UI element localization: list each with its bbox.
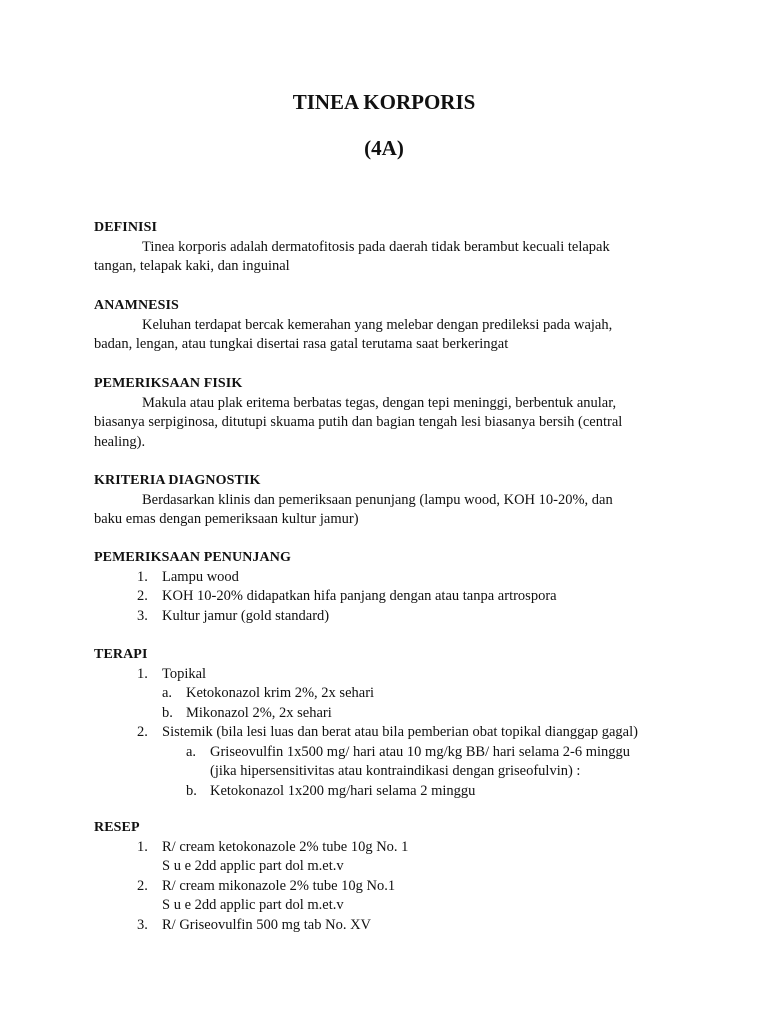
section-heading: PEMERIKSAAN PENUNJANG (94, 550, 291, 565)
list-item (94, 838, 684, 858)
list-number: 2. (137, 877, 148, 894)
list-number: 1. (137, 568, 148, 585)
list-text: (jika hipersensitivitas atau kontraindikasi dengan griseofulvin) : (210, 763, 581, 779)
list-letter: b. (162, 704, 173, 721)
list-item (94, 704, 684, 724)
list-letter: a. (186, 743, 197, 760)
list-number: 3. (137, 607, 148, 624)
list-item (94, 607, 684, 627)
list-number: 3. (137, 916, 148, 933)
list-text: Mikonazol 2%, 2x sehari (186, 704, 332, 721)
list-item-continuation (94, 896, 684, 916)
fisik-line-3: healing). (94, 433, 146, 450)
section-pemeriksaan-fisik (94, 374, 684, 452)
section-anamnesis (94, 296, 684, 355)
list-text: Topikal (162, 665, 207, 682)
list-number: 2. (137, 588, 148, 604)
list-letter: b. (186, 782, 197, 799)
document-subtitle: (4A) (364, 136, 404, 160)
list-text: R/ Griseovulfin 500 mg tab No. XV (162, 916, 372, 933)
list-item (94, 916, 684, 936)
section-heading: KRITERIA DIAGNOSTIK (94, 473, 261, 488)
section-heading: DEFINISI (94, 220, 158, 235)
list-item-continuation (94, 762, 684, 782)
list-item-continuation (94, 857, 684, 877)
list-letter: a. (162, 685, 173, 701)
definisi-line-1: Tinea korporis adalah dermatofitosis pada daerah tidak berambut kecuali telapak (142, 238, 610, 255)
list-text: KOH 10-20% didapatkan hifa panjang dengan atau tanpa artrospora (162, 588, 557, 604)
list-item (94, 665, 684, 685)
section-resep (94, 818, 684, 935)
list-item (94, 684, 684, 704)
list-item (94, 587, 684, 607)
list-item (94, 568, 684, 588)
list-text: Ketokonazol krim 2%, 2x sehari (186, 685, 375, 701)
list-item (94, 877, 684, 897)
list-text: R/ cream ketokonazole 2% tube 10g No. 1 (162, 838, 409, 855)
list-number: 1. (137, 838, 148, 855)
anamnesis-line-1: Keluhan terdapat bercak kemerahan yang melebar dengan predileksi pada wajah, (142, 316, 613, 333)
anamnesis-line-2: badan, lengan, atau tungkai disertai rasa gatal terutama saat berkeringat (94, 336, 509, 352)
signa-text: S u e 2dd applic part dol m.et.v (162, 858, 344, 874)
section-definisi (94, 218, 684, 277)
list-number: 1. (137, 665, 148, 682)
list-item (94, 782, 684, 802)
section-kriteria-diagnostik (94, 471, 684, 530)
list-item (94, 723, 684, 743)
kriteria-line-2: baku emas dengan pemeriksaan kultur jamur) (94, 511, 359, 527)
list-item (94, 743, 684, 763)
list-text: R/ cream mikonazole 2% tube 10g No.1 (162, 877, 396, 894)
fisik-line-1: Makula atau plak eritema berbatas tegas, dengan tepi meninggi, berbentuk anular, (142, 394, 617, 411)
list-text: Lampu wood (162, 568, 239, 585)
signa-text: S u e 2dd applic part dol m.et.v (162, 897, 344, 913)
definisi-line-2: tangan, telapak kaki, dan inguinal (94, 258, 290, 274)
fisik-line-2: biasanya serpiginosa, ditutupi skuama putih dan bagian tengah lesi biasanya bersih (central (94, 414, 623, 430)
section-heading: PEMERIKSAAN FISIK (94, 376, 243, 391)
document-title: TINEA KORPORIS (292, 90, 476, 114)
list-text: Sistemik (bila lesi luas dan berat atau bila pemberian obat topikal dianggap gagal) (162, 724, 638, 740)
list-number: 2. (137, 724, 148, 740)
list-text: Ketokonazol 1x200 mg/hari selama 2 minggu (210, 782, 476, 799)
list-text: Griseovulfin 1x500 mg/ hari atau 10 mg/kg BB/ hari selama 2-6 minggu (210, 743, 631, 760)
section-terapi (94, 645, 684, 801)
kriteria-line-1: Berdasarkan klinis dan pemeriksaan penunjang (lampu wood, KOH 10-20%, dan (142, 491, 613, 508)
list-text: Kultur jamur (gold standard) (162, 607, 330, 624)
section-pemeriksaan-penunjang (94, 548, 684, 626)
section-heading: RESEP (94, 820, 140, 835)
section-heading: TERAPI (94, 647, 148, 662)
section-heading: ANAMNESIS (94, 298, 179, 313)
